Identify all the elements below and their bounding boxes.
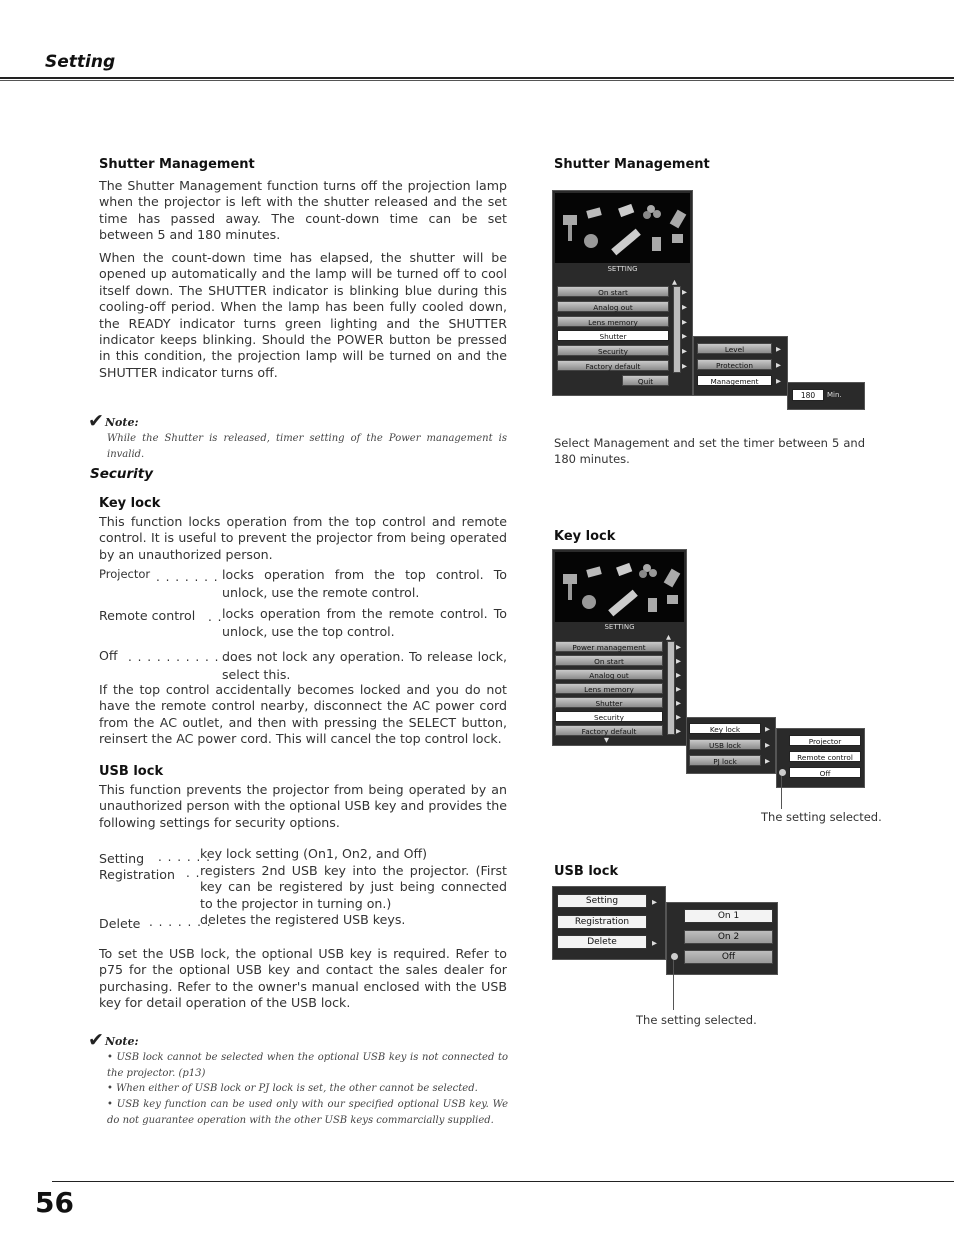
check-icon: ✔ (88, 410, 104, 432)
arrow-right-icon: ▶ (676, 699, 681, 707)
note-item: • USB key function can be used only with our specified optional USB key. We do not guarantee operation with the other USB keys commarcially supplied. (107, 1099, 509, 1126)
menu-item[interactable]: Registration (557, 915, 647, 929)
menu-item[interactable]: Lens memory (555, 683, 663, 694)
usblock-dots: . . (186, 866, 201, 880)
usblock-dots: . . . . . . (158, 850, 211, 864)
usb-options (666, 902, 778, 975)
submenu-item[interactable]: USB lock (689, 739, 761, 750)
option-off[interactable]: Off (789, 767, 861, 778)
keylock-heading: Key lock (99, 496, 161, 511)
arrow-right-icon: ▶ (676, 643, 681, 651)
menu-item[interactable]: Factory default (555, 725, 663, 736)
note-label: Note: (105, 416, 139, 429)
setting-icons (555, 552, 684, 622)
usblock-menu-title: USB lock (554, 864, 619, 879)
menu-item[interactable]: Power management (555, 641, 663, 652)
shutter-para-2: When the count-down time has elapsed, the shutter will be opened up automatically and the lamp will be turned off to cool itself down. The SHUTTER indicator is blinking blue during this cooling-off period. When the lamp has been fully cooled down, the READY indicator turns green lighting and the SHUTTER indicator keeps blinking. Should the POWER button be pressed in this condition, the projection lamp will be turned on and the SHUTTER indicator turns off. (99, 250, 507, 380)
usblock-desc: deletes the registered USB keys. (200, 912, 406, 927)
menu-item[interactable]: Shutter (555, 697, 663, 708)
menu-item-selected[interactable]: Shutter (557, 330, 669, 341)
keylock-menu-title: Key lock (554, 529, 616, 544)
keylock-caption: The setting selected. (761, 810, 882, 824)
scroll-up-icon[interactable]: ▲ (672, 278, 677, 286)
shutter-menu-title: Shutter Management (554, 157, 710, 172)
menu-item-selected[interactable]: Security (555, 711, 663, 722)
arrow-right-icon: ▶ (652, 898, 657, 906)
scroll-up-icon[interactable]: ▲ (666, 633, 671, 641)
keylock-desc: locks operation from the top control. To unlock, use the remote control. (222, 567, 507, 600)
note-item-text: USB lock cannot be selected when the optional USB key is not connected to the projector. (p13) (107, 1052, 509, 1079)
arrow-right-icon: ▶ (682, 362, 687, 370)
keylock-term: Remote control (99, 608, 196, 623)
note-item-text: When either of USB lock or PJ lock is set, the other cannot be selected. (116, 1083, 478, 1094)
security-heading: Security (90, 466, 154, 482)
keylock-menu-screenshot (552, 549, 687, 746)
arrow-right-icon: ▶ (682, 318, 687, 326)
usblock-caption: The setting selected. (636, 1013, 757, 1027)
selected-indicator-icon (671, 953, 678, 960)
usblock-intro: This function prevents the projector from being operated by an unauthorized person with the optional USB key and provides the following settings for security options. (99, 782, 507, 830)
timer-unit: Min. (827, 391, 842, 399)
check-icon: ✔ (88, 1029, 104, 1051)
keylock-after: If the top control accidentally becomes locked and you do not have the remote control nearby, disconnect the AC power cord from the AC outlet, and then with pressing the SELECT button, reinsert the AC power cord. This will cancel the top control lock. (99, 682, 507, 747)
page-number: 56 (35, 1186, 74, 1219)
option-projector[interactable]: Projector (789, 735, 861, 746)
menu-item[interactable]: Factory default (557, 360, 669, 371)
usblock-heading: USB lock (99, 764, 164, 779)
usb-menu (552, 886, 666, 960)
keylock-dots: . . . . . . . . . . . . (128, 650, 239, 664)
submenu-item-selected[interactable]: Key lock (689, 723, 761, 734)
menu-item[interactable]: Analog out (557, 301, 669, 312)
keylock-desc: does not lock any operation. To release lock, select this. (222, 649, 507, 682)
usblock-desc: registers 2nd USB key into the projector. (First key can be registered by just being connected to the projector in turning on.) (200, 863, 507, 911)
shutter-para-1: The Shutter Management function turns off the projection lamp when the projector is left with the shutter released and the set time has passed away. The count-down time can be set between 5 and 180 minutes. (99, 178, 507, 243)
note-item: • When either of USB lock or PJ lock is set, the other cannot be selected. (107, 1083, 478, 1094)
menu-item[interactable]: Security (557, 345, 669, 356)
scroll-down-icon[interactable]: ▼ (604, 736, 609, 744)
arrow-right-icon: ▶ (676, 685, 681, 693)
menu-item[interactable]: Delete (557, 935, 647, 949)
footer-rule (52, 1181, 954, 1182)
option-on2[interactable]: On 2 (684, 930, 773, 944)
scrollbar[interactable] (673, 286, 681, 373)
arrow-right-icon: ▶ (765, 757, 770, 765)
setting-label: SETTING (604, 623, 635, 631)
option-remote-control[interactable]: Remote control (789, 751, 861, 762)
shutter-menu-caption: Select Management and set the timer between 5 and 180 minutes. (554, 436, 865, 467)
submenu-item[interactable]: Level (697, 343, 772, 354)
note-text: While the Shutter is released, timer setting of the Power management is invalid. (107, 433, 507, 460)
usblock-term: Setting (99, 851, 145, 866)
keylock-term: Projector (99, 567, 151, 581)
section-title: Setting (45, 52, 116, 72)
setting-label: SETTING (607, 265, 638, 273)
selected-indicator-icon (779, 769, 786, 776)
arrow-right-icon: ▶ (676, 727, 681, 735)
usblock-after: To set the USB lock, the optional USB key is required. Refer to p75 for the optional USB key and contact the sales dealer for purchasing. Refer to the owner's manual enclosed with the USB key for detail operation of the USB lock. (99, 946, 507, 1011)
shutter-heading: Shutter Management (99, 157, 255, 172)
submenu-item[interactable]: Protection (697, 359, 772, 370)
arrow-right-icon: ▶ (776, 377, 781, 385)
shutter-submenu (693, 336, 788, 396)
usblock-desc: key lock setting (On1, On2, and Off) (200, 846, 428, 861)
keylock-desc: locks operation from the remote control. To unlock, use the top control. (222, 606, 507, 639)
timer-value[interactable]: 180 (792, 389, 824, 401)
arrow-right-icon: ▶ (682, 288, 687, 296)
keylock-dots: . . (208, 610, 223, 624)
arrow-right-icon: ▶ (776, 345, 781, 353)
timer-panel (787, 382, 865, 410)
note-item-text: USB key function can be used only with our specified optional USB key. We do not guarantee operation with the other USB keys commarcially supplied. (107, 1099, 509, 1126)
scrollbar[interactable] (667, 641, 675, 735)
arrow-right-icon: ▶ (776, 361, 781, 369)
callout-line (781, 776, 782, 809)
setting-icons-art (555, 552, 684, 622)
menu-item[interactable]: On start (555, 655, 663, 666)
menu-item[interactable]: On start (557, 286, 669, 297)
keylock-dots: . . . . . . . (156, 570, 219, 584)
arrow-right-icon: ▶ (676, 657, 681, 665)
note-item: • USB lock cannot be selected when the optional USB key is not connected to the projector. (p13) (107, 1052, 509, 1079)
keylock-options (776, 728, 865, 788)
arrow-right-icon: ▶ (676, 671, 681, 679)
arrow-right-icon: ▶ (676, 713, 681, 721)
arrow-right-icon: ▶ (682, 303, 687, 311)
arrow-right-icon: ▶ (765, 741, 770, 749)
shutter-menu-screenshot (552, 190, 693, 396)
usblock-term: Delete (99, 916, 141, 931)
keylock-intro: This function locks operation from the top control and remote control. It is useful to prevent the projector from being operated by an unauthorized person. (99, 514, 507, 562)
quit-button[interactable]: Quit (622, 375, 669, 386)
submenu-item[interactable]: PJ lock (689, 755, 761, 766)
note-label: Note: (105, 1035, 139, 1048)
setting-icons-art (555, 193, 690, 263)
keylock-term: Off (99, 648, 118, 663)
header-rule (0, 77, 954, 79)
menu-item[interactable]: Lens memory (557, 316, 669, 327)
arrow-right-icon: ▶ (682, 332, 687, 340)
arrow-right-icon: ▶ (765, 725, 770, 733)
option-off[interactable]: Off (684, 950, 773, 964)
menu-item[interactable]: Setting (557, 894, 647, 908)
arrow-right-icon: ▶ (682, 347, 687, 355)
usblock-term: Registration (99, 867, 175, 882)
header-rule-thin (0, 80, 954, 81)
keylock-submenu (686, 717, 776, 774)
callout-line (673, 960, 674, 1010)
option-on1[interactable]: On 1 (684, 909, 773, 923)
setting-icons (555, 193, 690, 263)
arrow-right-icon: ▶ (652, 939, 657, 947)
submenu-item-selected[interactable]: Management (697, 375, 772, 386)
usblock-dots: . . . . . . . (149, 915, 212, 929)
menu-item[interactable]: Analog out (555, 669, 663, 680)
